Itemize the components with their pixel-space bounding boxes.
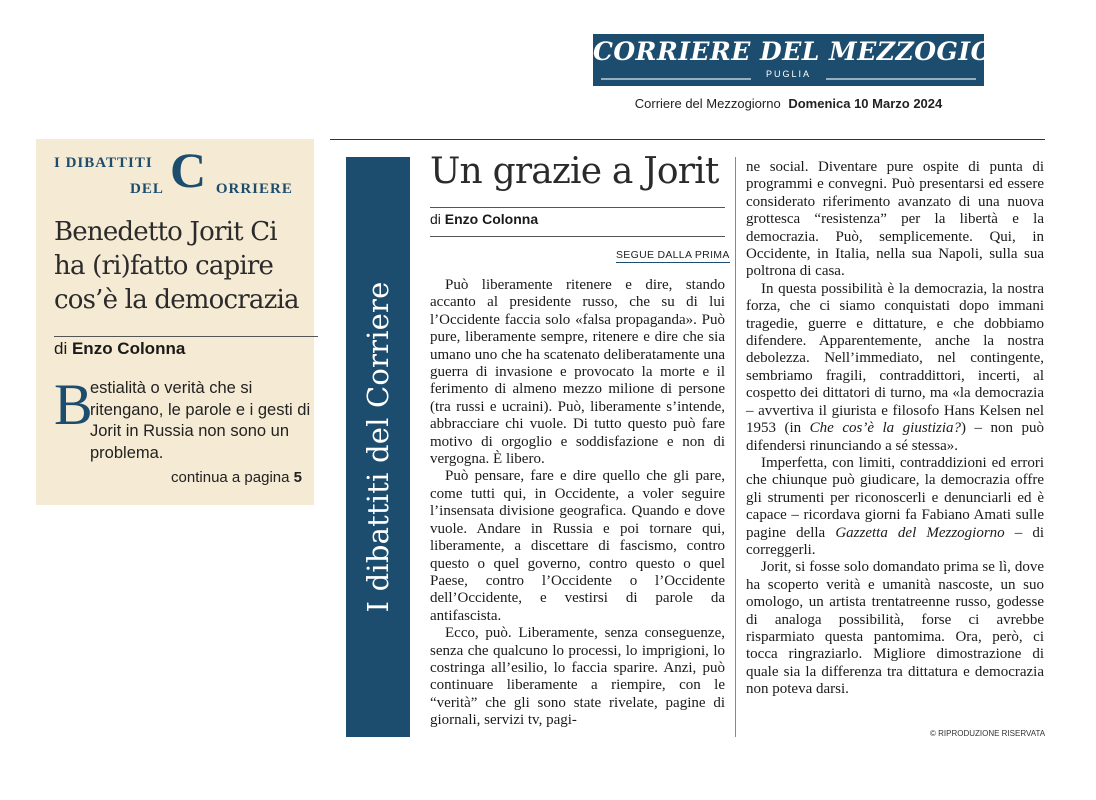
book-title: Che cos’è la giustizia?	[809, 420, 961, 437]
article-headline: Un grazie a Jorit	[430, 151, 719, 192]
rubric-line2-rest: ORRIERE	[215, 181, 293, 197]
section-band-label: I dibattiti del Corriere	[361, 281, 395, 613]
masthead-edition: PUGLIA	[765, 69, 811, 79]
publication-date: Domenica 10 Marzo 2024	[788, 96, 943, 111]
teaser-byline-name: Enzo Colonna	[71, 339, 186, 358]
continue-page: 5	[293, 469, 302, 486]
teaser-byline-prefix: di	[54, 339, 68, 358]
continue-text: continua a pagina	[171, 469, 290, 486]
paragraph-text: In questa possibilità è la democrazia, la nostra forza, che ci siamo conquistati dopo immani tragedie, guerre e dittature, e che dobbiamo difendere. Apparentemente, anche la nostra debolezza. Nell’immediato, nel contingente, sembriamo fragili, contraddittori, incerti, al cospetto dei dittatori di turno, ma «la democrazia – avvertiva il giurista e filosofo Hans Kelsen nel 1953 (in	[746, 280, 1044, 437]
rubric-logo	[54, 143, 314, 205]
teaser-box	[36, 139, 314, 505]
article-byline-prefix: di	[430, 211, 441, 227]
publication-line	[593, 96, 984, 111]
continue-link[interactable]	[171, 469, 302, 486]
article-column-2	[746, 159, 1044, 725]
rubric-line1: I DIBATTITI	[54, 155, 153, 171]
teaser-dropcap: B	[54, 372, 93, 437]
column-divider	[735, 157, 736, 737]
paragraph: Può pensare, fare e dire quello che gli pare, come tutti qui, in Occidente, a voler seguire l’insensata divisione geografica. Quando e dove vuole. Andare in Russia e poi tornare qui, liberamente, a discettare di fascismo, contro questo o quel governo, contro questo o quel Paese, contro l’Occidente o l’Occidente dell’Occidente, e vestirsi di parole da antifascista.	[430, 468, 725, 624]
paragraph	[746, 455, 1044, 559]
paragraph: Jorit, si fosse solo domandato prima se lì, dove ha scoperto verità e umanità nascoste, un suo omologo, un artista trentatreenne russo, godesse di analoga possibilità, forse ci avrebbe risparmiato questa pantomima. Ora, però, ci tocca ringraziarlo. Migliore dimostrazione di quale sia la differenza tra dittatura e democrazia non poteva darsi.	[746, 559, 1044, 698]
masthead-logo	[593, 34, 1060, 86]
teaser-byline	[54, 339, 185, 359]
teaser-divider	[54, 336, 318, 337]
top-divider	[330, 139, 1045, 140]
paragraph: ne social. Diventare pure ospite di punta di programmi e convegni. Può presentarsi ed essere considerato riferimento avanzato di una nuova grottesca “resistenza” per la libertà e la democrazia. Può, semplicemente. Qui, in Occidente, in Italia, nella sua Napoli, sulla sua poltrona di casa.	[746, 159, 1044, 280]
headline-divider	[430, 207, 725, 208]
paragraph: Può liberamente ritenere e dire, stando accanto al presidente russo, che su di lui l’Occidente faccia solo «falsa propaganda». Può pure, liberamente sempre, ritenere e dire che sia umano uno che ha scatenato deliberatamente una guerra di invasione e provocato la morte e il ferimento di almeno mezzo milione di persone (tra russi e ucraini). Può, liberamente s’intende, abbracciare chi vuole. Di tutto questo può fare motivo di orgoglio e soddisfazione e non di vergogna. È libero.	[430, 277, 725, 468]
masthead-title: CORRIERE DEL MEZZOGIORNO	[593, 37, 1060, 66]
rubric-line2	[130, 181, 293, 198]
article-byline-name: Enzo Colonna	[444, 211, 539, 227]
paragraph	[746, 281, 1044, 455]
article-byline	[430, 211, 538, 227]
segue-label: SEGUE DALLA PRIMA	[616, 249, 730, 261]
publication-name: Corriere del Mezzogiorno	[634, 96, 781, 111]
paragraph-text: Imperfetta, con limiti, contraddizioni ed errori che chiunque può giudicare, la democrazia offre gli strumenti per riconoscerli e denunciarli ed è capace – ricordava giorni fa Fabiano Amati sulle pagine della	[746, 454, 1044, 541]
newspaper-title: Gazzetta del Mezzogiorno	[835, 524, 1005, 541]
paragraph-text: ) – non può difendersi rinunciando a sé stessa».	[746, 420, 1044, 454]
section-band	[346, 157, 410, 737]
teaser-body: estialità o verità che si ritengano, le parole e i gesti di Jorit in Russia non sono un problema.	[90, 379, 311, 462]
paragraph: Ecco, può. Liberamente, senza conseguenze, senza che qualcuno lo processi, lo imprigioni, lo costringa all’esilio, lo faccia sparire. Anzi, può continuare liberamente a riempire, con le “verità” che gli sono state rivelate, pagine di giornali, servizi tv, pagi-	[430, 625, 725, 729]
article-column-1	[430, 277, 725, 739]
byline-divider	[430, 236, 725, 237]
paragraph-text: – di correggerli.	[746, 524, 1044, 558]
teaser-headline: Benedetto Jorit Ci ha (ri)fatto capire cos’è la democrazia	[54, 217, 299, 315]
rubric-line2-prefix: DEL	[130, 181, 164, 197]
rubric-initial: C	[170, 142, 207, 198]
copyright-notice: © RIPRODUZIONE RISERVATA	[930, 729, 1046, 738]
